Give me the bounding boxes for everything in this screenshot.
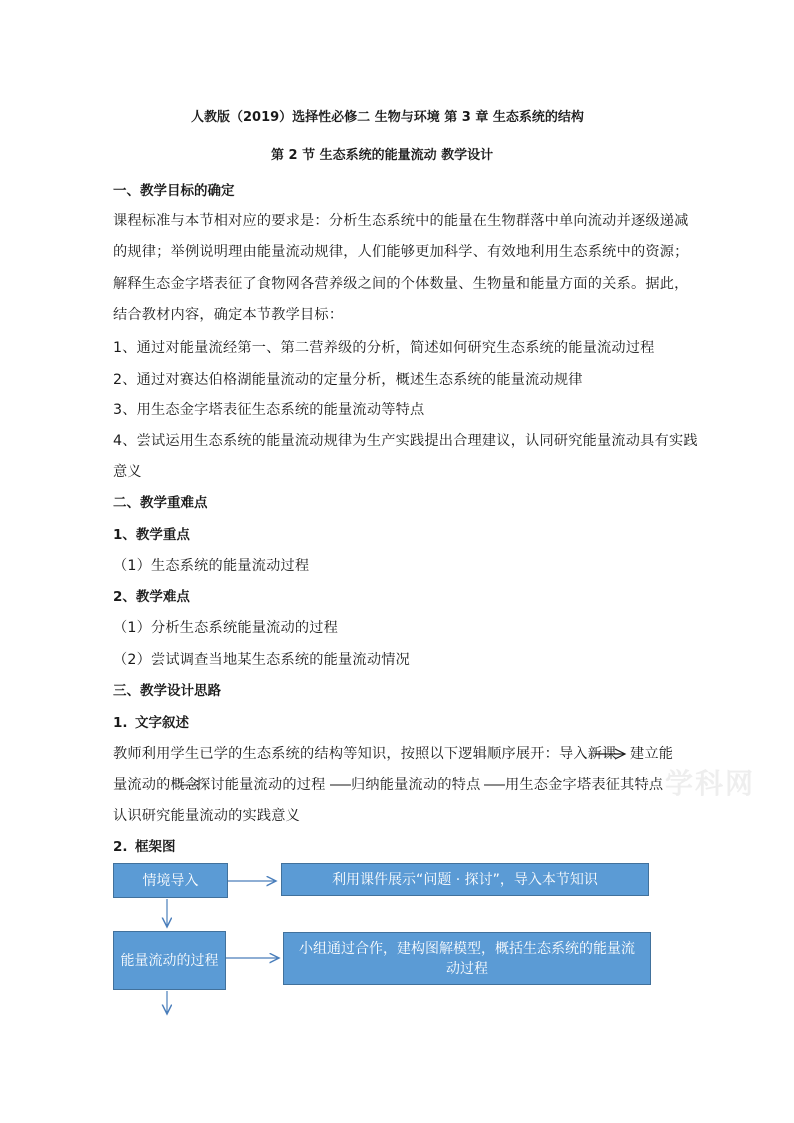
document-title: 人教版（2019）选择性必修二 生物与环境 第 3 章 生态系统的结构: [191, 110, 584, 125]
narrative-step: 量流动的概念: [113, 777, 200, 793]
difficulty-item: （2）尝试调查当地某生态系统的能量流动情况: [113, 652, 410, 668]
narrative-step: 归纳能量流动的特点: [351, 777, 481, 793]
subheading-number: 2.: [113, 839, 128, 855]
paragraph-line: 结合教材内容，确定本节教学目标：: [113, 307, 344, 323]
narrative-line: 教师利用学生已学的生态系统的结构等知识，按照以下逻辑顺序展开：导入新课: [113, 746, 617, 762]
paragraph-line: 课程标准与本节相对应的要求是：分析生态系统中的能量在生物群落中单向流动并逐级递减: [113, 213, 689, 229]
document-subtitle: 第 2 节 生态系统的能量流动 教学设计: [271, 148, 494, 163]
subheading-narrative: 文字叙述: [135, 715, 189, 731]
subheading-key: 1、教学重点: [113, 527, 190, 543]
goal-item: 2、通过对赛达伯格湖能量流动的定量分析，概述生态系统的能量流动规律: [113, 372, 583, 388]
section-heading-keypoints: 二、教学重难点: [113, 495, 208, 511]
flow-box-intro-detail: 利用课件展示“问题 · 探讨”，导入本节知识: [281, 863, 649, 896]
goal-item: 意义: [113, 464, 142, 480]
narrative-line: 认识研究能量流动的实践意义: [113, 808, 301, 824]
narrative-step: 探讨能量流动的过程: [196, 777, 326, 793]
key-item: （1）生态系统的能量流动过程: [113, 558, 310, 574]
section-heading-design: 三、教学设计思路: [113, 683, 221, 699]
goal-item: 4、尝试运用生态系统的能量流动规律为生产实践提出合理建议，认同研究能量流动具有实践: [113, 433, 698, 449]
subheading-difficulty: 2、教学难点: [113, 589, 190, 605]
goal-item: 1、通过对能量流经第一、第二营养级的分析，简述如何研究生态系统的能量流动过程: [113, 340, 655, 356]
flow-box-process: 能量流动的过程: [113, 931, 226, 990]
subheading-framework: 框架图: [135, 839, 176, 855]
flow-box-intro: 情境导入: [113, 863, 228, 898]
subheading-number: 1.: [113, 715, 128, 731]
section-heading-goals: 一、教学目标的确定: [113, 183, 235, 199]
paragraph-line: 的规律；举例说明理由能量流动规律，人们能够更加科学、有效地利用生态系统中的资源；: [113, 244, 689, 260]
paragraph-line: 解释生态金字塔表征了食物网各营养级之间的个体数量、生物量和能量方面的关系。据此，: [113, 276, 689, 292]
goal-item: 3、用生态金字塔表征生态系统的能量流动等特点: [113, 402, 425, 418]
flow-box-process-detail: 小组通过合作，建构图解模型，概括生态系统的能量流动过程: [283, 932, 651, 985]
watermark: 学科网: [665, 767, 756, 800]
difficulty-item: （1）分析生态系统能量流动的过程: [113, 620, 339, 636]
narrative-step: 用生态金字塔表征其特点: [505, 777, 664, 793]
narrative-line-tail: 建立能: [630, 746, 674, 762]
